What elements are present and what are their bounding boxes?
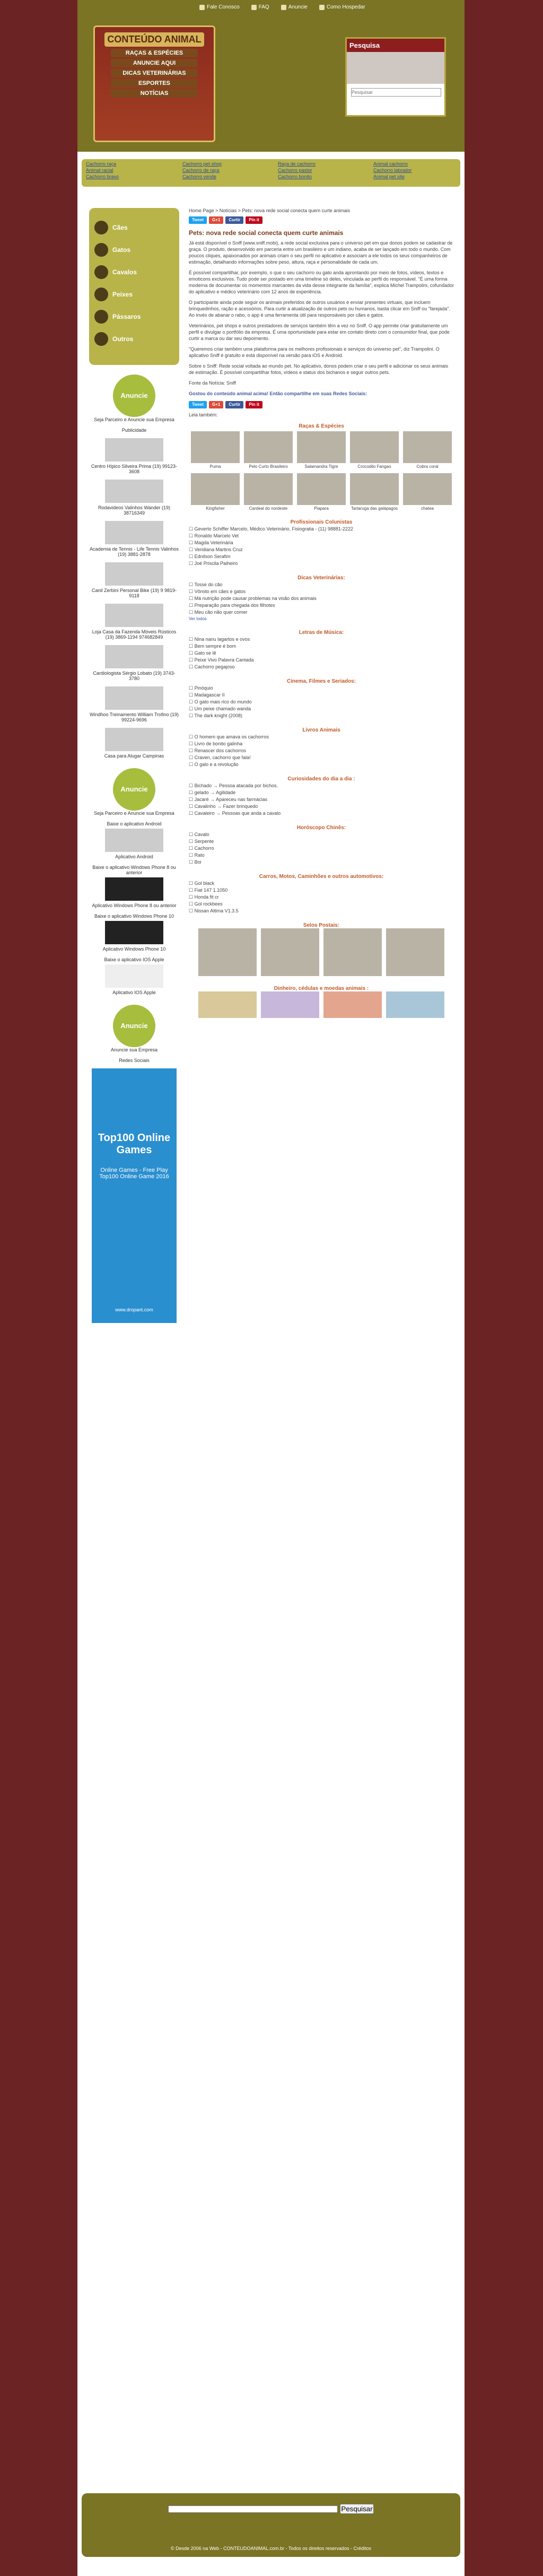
partner-logo	[105, 686, 163, 710]
selo-item[interactable]	[386, 928, 444, 977]
cinema-title: Cinema, Filmes e Seriados:	[286, 678, 356, 684]
banknote-image	[198, 991, 257, 1018]
dinheiro-title: Dinheiro, cédulas e moedas animais :	[274, 986, 369, 991]
gplus-share-button[interactable]: G+1	[209, 216, 223, 224]
carros-title: Carros, Motos, Caminhões e outros automotivos:	[259, 874, 384, 880]
footer-search-button[interactable]: Pesquisar	[341, 2505, 373, 2513]
share-prompt: Gostou do conteúdo animal acima! Então compartilhe em suas Redes Sociais:	[189, 391, 367, 396]
dog-icon	[94, 221, 108, 234]
menu-item-passaros[interactable]: Pássaros	[94, 306, 174, 328]
partner-logo	[105, 521, 163, 544]
nav-contato[interactable]: Fale Conosco	[199, 4, 240, 10]
horoscopo-title: Horóscopo Chinês:	[296, 825, 346, 831]
horoscopo-list: ☐ Cavalo ☐ Serpente ☐ Cachorro ☐ Rato ☐ Boi	[189, 832, 454, 865]
facebook-share-button[interactable]: Curtir	[225, 216, 243, 224]
animal-photo	[297, 473, 346, 505]
cedula-item[interactable]	[323, 991, 382, 1019]
article-paragraph: "Queremos criar também uma plataforma para os melhores profissionais e serviços do universo pet", diz Trampolini. O aplicativo Sniff é gratuito e está disponível na versão para iOS e Android.	[189, 346, 440, 358]
footer-search-input[interactable]	[168, 2505, 338, 2513]
copyright: © Desde 2006 na Web - CONTEUDOANIMAL.com.br - Todos os direitos reservados - Créditos	[171, 2546, 371, 2551]
menu-item-gatos[interactable]: Gatos	[94, 239, 174, 261]
cat-icon	[94, 243, 108, 257]
racas-grid	[189, 431, 454, 511]
share-bar-2	[189, 401, 454, 408]
apple-icon	[105, 964, 163, 988]
search-box: Pesquisa Pesquisar	[345, 37, 446, 117]
publicidade-title: Publicidade	[121, 428, 147, 433]
app-android[interactable]: Baixe o aplicativo Android Aplicativo Android	[89, 821, 179, 859]
app-ios[interactable]: Baixe o aplicativo IOS Apple Aplicativo IOS Apple	[104, 957, 164, 995]
partner-item[interactable]: Loja Casa da Fazenda Móveis Rústicos (19) 3869-1194 974682849	[89, 604, 179, 640]
sidebar	[89, 208, 179, 1328]
anuncie-badge[interactable]: Anuncie	[113, 375, 155, 417]
menu-item-cavalos[interactable]: Cavalos	[94, 261, 174, 283]
article-paragraph: Veterinários, pet shops e outros prestadores de serviços também têm a vez no Sniff. O app permite criar gratuitamente um perfil e divulgar o portfólio da empresa. É uma oportunidade para estar em contato direto com o consumidor final, que pode curtir a marca ou dar seu depoimento.	[189, 323, 450, 341]
facebook-share-button[interactable]: Curtir	[225, 401, 243, 408]
anuncie-badge[interactable]: Anuncie	[113, 768, 155, 811]
curio-title: Curiosidades do dia a dia :	[287, 776, 355, 782]
twitter-share-button[interactable]: Tweet	[189, 401, 207, 408]
fish-icon	[94, 288, 108, 301]
paw-icon	[94, 332, 108, 346]
selos-grid	[189, 928, 454, 977]
animal-photo	[403, 473, 452, 505]
windows-phone-icon	[105, 877, 163, 901]
partner-logo	[105, 604, 163, 627]
raca-item[interactable]: Kingfisher	[191, 473, 240, 511]
footer	[82, 2493, 460, 2557]
animal-photo	[244, 431, 293, 463]
animal-photo	[350, 431, 399, 463]
android-icon	[105, 829, 163, 852]
menu-item-outros[interactable]: Outros	[94, 328, 174, 350]
search-input[interactable]	[351, 88, 441, 97]
cinema-list: ☐ Pinóquio ☐ Madagascar II ☐ O gato mais rico do mundo ☐ Um peixe chamado wanda ☐ The dark knight (2008)	[189, 685, 454, 719]
nav-anuncie[interactable]: Anuncie	[281, 4, 308, 10]
cedula-item[interactable]	[261, 991, 319, 1019]
carros-list: ☐ Gol black ☐ Fiat 147 1.1050 ☐ Honda fit cr ☐ Gol rockbees ☐ Nissan Altima V1.3.5	[189, 881, 454, 914]
animal-photo	[403, 431, 452, 463]
anuncie-block-3: Anuncie Anuncie sua Empresa	[89, 1005, 179, 1052]
raca-item[interactable]: Puma	[191, 431, 240, 469]
partner-item[interactable]: Rodavideos Valinhos Wander (19) 38716349	[89, 480, 179, 516]
selos-title: Selos Postais:	[303, 923, 340, 928]
app-windows-8[interactable]: Baixe o aplicativo Windows Phone 8 ou anterior Aplicativo Windows Phone 8 ou anterior	[92, 865, 177, 908]
partner-logo	[105, 480, 163, 503]
home-icon	[319, 5, 325, 10]
partner-logo	[105, 728, 163, 751]
cedula-item[interactable]	[386, 991, 444, 1019]
gplus-share-button[interactable]: G+1	[209, 401, 223, 408]
help-icon	[251, 5, 257, 10]
partner-item[interactable]: Windhoo Treinamento William Trofino (19) 99224-9696	[89, 686, 179, 723]
main-content	[189, 208, 454, 1019]
animal-photo	[191, 473, 240, 505]
horse-icon	[94, 265, 108, 279]
prof-title: Profissionais Colunistas	[290, 519, 353, 525]
leia-tambem: Leia também:	[189, 412, 218, 417]
cedula-item[interactable]	[198, 991, 257, 1019]
catbar-col: Cachorro pet shop Cachorro de raça Cachorro vende	[182, 161, 222, 179]
partner-item[interactable]: Cardiologista Sérgio Lobato (19) 3743-3780	[89, 645, 179, 681]
menu-item-peixes[interactable]: Peixes	[94, 283, 174, 306]
raca-item[interactable]: Pelo Curto Brasileiro	[244, 431, 293, 469]
article-paragraph: É possível compartilhar, por exemplo, o que o seu cachorro ou gato anda aprontando por meio de fotos, vídeos, textos e emoticons exclusivos. Tudo pode ser postado em uma timeline só deles, vinculada ao perfil do responsável. "É uma forma moderna de documentar os momentos marcantes da vida desse integrante da família", explica Michel Trampolini, cofundador do aplicativo e médico veterinário com 12 anos de experiência.	[189, 270, 454, 294]
animal-photo	[350, 473, 399, 505]
raca-item[interactable]: Cardeal do nordeste	[244, 473, 293, 511]
raca-item[interactable]: chatea	[403, 473, 452, 511]
banknote-image	[261, 991, 319, 1018]
mail-icon	[199, 5, 205, 10]
animal-photo	[191, 431, 240, 463]
musica-list: ☐ Nina nanu lagartos e ovos ☐ Bem sempre é bom ☐ Gato se lê ☐ Peixe Vivo Palavra Cantada ☐ Cachorro pegajoso	[189, 637, 454, 670]
stamp-image	[323, 928, 382, 976]
prof-list: ☐ Geverto Schiffer Marcelo, Médico Veterinário, Fisiogratia - (11) 98881-2222 ☐ Ronaldo Marcelo Vet ☐ Magda Veterinária ☐ Veridiana Martins Cruz ☐ Ednilson Serafim ☐ Joé Priscila Paiheiro	[189, 526, 454, 567]
bird-icon	[94, 310, 108, 324]
article-source: Fonte da Notícia: Sniff	[189, 380, 236, 386]
article-paragraph: O participante ainda pode seguir os animais preferidos de outros usuários e enviar presentes virtuais, que incluem brinquedinhos, ração e acessórios. Para curtir a atualização de outros pets ou humanos, basta clicar em Sniff ou "farejada". Ao invés de abanar o rabo, o app é uma ferramenta útil para responsáveis por cães e gatos.	[189, 300, 451, 318]
curio-list: ☐ Bichado → Pessoa atacada por bichos. ☐ gelado → Agilidade ☐ Jacaré → Apareceu nas farmácias ☐ Cavalinho → Fazer brinquedo ☐ Cavaleiro → Pessoas que anda a cavalo	[189, 783, 454, 816]
search-banner-image	[347, 52, 444, 84]
dicas-vet-title: Dicas Veterinárias:	[297, 575, 345, 581]
catbar-col: Raça de cachorro Cachorro pastor Cachorro bonito	[278, 161, 316, 179]
menu-item-caes[interactable]: Cães	[94, 216, 174, 239]
site-logo[interactable]: CONTEÚDO ANIMAL RAÇAS & ESPÉCIES ANUNCIE AQUI DICAS VETERINÁRIAS ESPORTES NOTÍCIAS	[93, 25, 215, 142]
article-paragraph: Sobre o Sniff: Rede social voltada ao mundo pet. No aplicativo, donos podem criar o seu perfil e adicionar os seus animais de estimação. É possível compartilhar fotos, vídeos e status dos bichanos e seguir outros pets.	[189, 363, 449, 375]
anuncie-block: Anuncie Seja Parceiro e Anuncie sua Empresa	[89, 375, 179, 422]
racas-title: Raças & Espécies	[299, 423, 344, 429]
selo-item[interactable]	[198, 928, 257, 977]
partner-logo	[105, 562, 163, 586]
category-bar	[82, 159, 460, 187]
header	[77, 0, 465, 179]
anuncie-badge[interactable]: Anuncie	[113, 1005, 155, 1047]
raca-item[interactable]: Tartaruga das galápagos	[350, 473, 399, 511]
twitter-share-button[interactable]: Tweet	[189, 216, 207, 224]
partner-item[interactable]: Centro Hípico Silveira Prima (19) 99123-3608	[89, 438, 179, 474]
windows-phone-icon	[105, 921, 163, 944]
partner-item[interactable]: Academia de Tennis - Life Tennis Valinhos (19) 3881-2878	[89, 521, 179, 557]
selo-item[interactable]	[323, 928, 382, 977]
partner-logo	[105, 645, 163, 668]
raca-item[interactable]: Salamandra Tigre	[297, 431, 346, 469]
stamp-image	[386, 928, 444, 976]
nav-hospedar[interactable]: Como Hospedar	[319, 4, 365, 10]
banknote-image	[323, 991, 382, 1018]
article-title: Pets: nova rede social conecta quem curte animais	[189, 229, 344, 237]
partner-item[interactable]: Casa para Alugar Campinas	[89, 728, 179, 759]
nav-faq[interactable]: FAQ	[251, 4, 269, 10]
banknote-image	[386, 991, 444, 1018]
app-windows-10[interactable]: Baixe o aplicativo Windows Phone 10 Aplicativo Windows Phone 10	[94, 913, 174, 952]
pinterest-share-button[interactable]: Pin it	[246, 216, 262, 224]
page-wrapper	[77, 0, 465, 2576]
anuncie-block-2: Anuncie Seja Parceiro e Anuncie sua Empresa	[89, 768, 179, 816]
share-bar	[189, 216, 454, 224]
selo-item[interactable]	[261, 928, 319, 977]
dinheiro-grid	[189, 991, 454, 1019]
raca-item[interactable]: Crocodilo Fangao	[350, 431, 399, 469]
top-nav	[199, 4, 365, 10]
animal-photo	[297, 431, 346, 463]
partner-item[interactable]: Canil Zerbini Personal Bike (19) 9 9819-9118	[89, 562, 179, 598]
stamp-image	[261, 928, 319, 976]
catbar-col: Cachorro raça Animal racial Cachorro bravo	[86, 161, 119, 179]
breadcrumb[interactable]: Home Page > Notícias > Pets: nova rede social conecta quem curte animais	[189, 208, 351, 213]
footer-search	[82, 2504, 460, 2514]
article-paragraph: Já está disponível o Sniff (www.sniff.mobi), a rede social exclusiva para o universo pet em que donos podem se cadastrar de graça. O produto, desenvolvido em parceria entre um brasileiro e um indiano, acaba de ser lançado em todo o mundo. Com poucos cliques, apaixonados por animais criam o seu perfil no aplicativo e associam a ele todos os seus companheiros de estimação, detalhando informações sobre peso, altura, raça e personalidade de cada um.	[189, 240, 453, 265]
dicas-vet-list: ☐ Tosse do cão ☐ Vômito em cães e gatos ☐ Má nutrição pode causar problemas na visão dos animais ☐ Preparação para chegada dos filhotes ☐ Meu cão não quer comer	[189, 582, 454, 615]
livros-list: ☐ O homem que amava os cachorros ☐ Livro de bonito galinha ☐ Renascer dos cachorros ☐ Craven, cachorro que fala! ☐ O galo e a revolução	[189, 734, 454, 768]
stamp-image	[198, 928, 257, 976]
pinterest-share-button[interactable]: Pin it	[246, 401, 262, 408]
partner-logo	[105, 438, 163, 462]
catbar-col: Animal cachorro Cachorro labrador Animal pet site	[373, 161, 412, 179]
megaphone-icon	[281, 5, 286, 10]
animal-photo	[244, 473, 293, 505]
animal-menu	[89, 208, 179, 365]
livros-title: Livros Animais	[302, 727, 340, 733]
ver-todos-link[interactable]: Ver todos	[189, 616, 207, 621]
game-ad[interactable]: Top100 Online Games Online Games - Free Play Top100 Online Game 2016 www.dropant.com	[92, 1068, 177, 1323]
redes-sociais: Redes Sociais	[119, 1058, 150, 1063]
musica-title: Letras de Música:	[299, 630, 344, 636]
raca-item[interactable]: Cobra coral	[403, 431, 452, 469]
raca-item[interactable]: Piapara	[297, 473, 346, 511]
